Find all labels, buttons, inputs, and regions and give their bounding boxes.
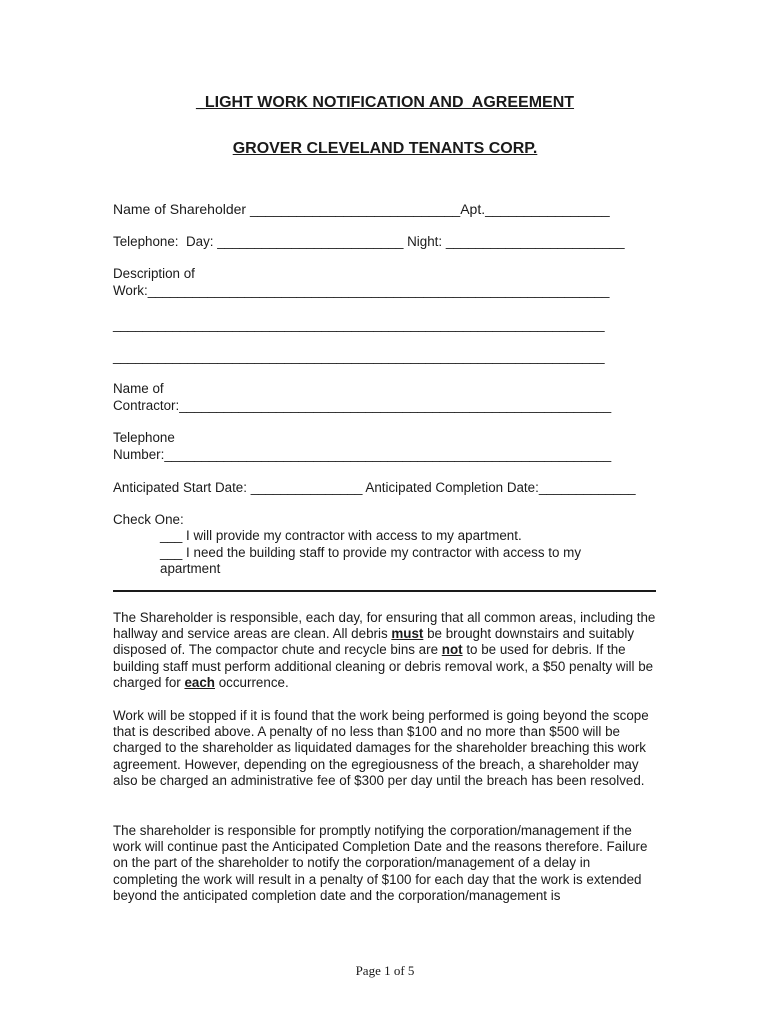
contractor-label: Name of <box>113 381 164 396</box>
document-title: _LIGHT WORK NOTIFICATION AND AGREEMENT <box>195 94 575 111</box>
scope-paragraph: Work will be stopped if it is found that the work being performed is going beyond the scope that is described above. A penalty of no less than $100 and no more than $500 will be charged to the shareholder as liquidated damages for the shareholder breaching this work agreement. However, depending on the egregiousness of the breach, a shareholder may also be charged an administrative fee of $300 per day until the breach has been resolved. <box>113 708 649 788</box>
cleanliness-paragraph: The Shareholder is responsible, each day, for ensuring that all common areas, including the hallway and service areas are clean. All debris must be brought downstairs and suitably disposed of. The compactor chute and recycle bins are not to be used for debris. If the building staff must perform additional cleaning or debris removal work, a $50 penalty will be charged for each occurrence. <box>113 610 656 690</box>
contractor-phone-label: Telephone <box>113 430 175 445</box>
contractor-phone-field[interactable]: Number:____________________________________________________________ <box>113 447 612 462</box>
shareholder-field[interactable]: Name of Shareholder ___________________________Apt.________________ <box>113 201 610 217</box>
description-label: Description of <box>113 266 195 281</box>
corporation-name: GROVER CLEVELAND TENANTS CORP. <box>232 140 538 157</box>
option-self-access[interactable]: ___ I will provide my contractor with access to my apartment. <box>160 528 522 543</box>
dates-field[interactable]: Anticipated Start Date: _______________ Anticipated Completion Date:_____________ <box>113 480 636 495</box>
section-divider <box>113 590 656 592</box>
option-staff-access[interactable]: ___ I need the building staff to provide my contractor with access to my <box>160 545 582 560</box>
description-line-2[interactable]: __________________________________________________________________ <box>113 317 605 332</box>
check-one-label: Check One: <box>113 512 184 527</box>
work-field[interactable]: Work:______________________________________________________________ <box>113 283 610 298</box>
description-line-3[interactable]: __________________________________________________________________ <box>113 349 605 364</box>
completion-paragraph: The shareholder is responsible for promptly notifying the corporation/management if the work will continue past the Anticipated Completion Date and the reasons therefore. Failure on the part of the shareholder to notify the corporation/management of a delay in completing the work will result in a penalty of $100 for each day that the work is extended beyond the anticipated completion date and the corporation/management is <box>113 823 648 903</box>
option-staff-access-continued: apartment <box>160 561 221 576</box>
page-number: Page 1 of 5 <box>355 963 415 978</box>
telephone-field[interactable]: Telephone: Day: _________________________ Night: ________________________ <box>113 234 625 249</box>
contractor-field[interactable]: Contractor:__________________________________________________________ <box>113 398 612 413</box>
